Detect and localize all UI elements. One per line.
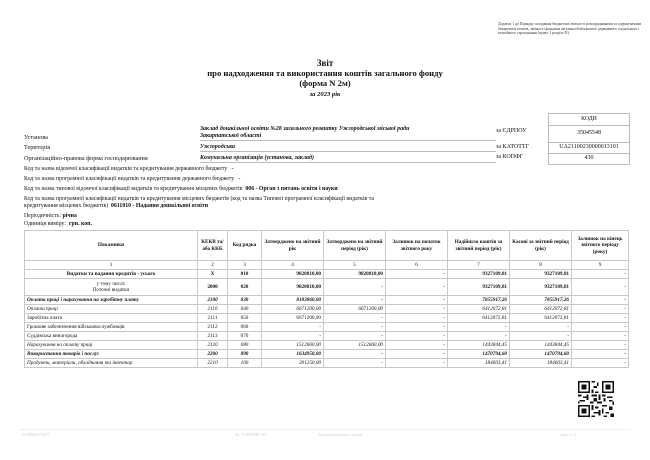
row-balance-start: - [386,359,448,368]
footer-system: АС "Є-ЗВІТНІСТЬ" [235,433,267,437]
row-kekv: 2000 [198,279,228,296]
row-name: Оплата праці [25,305,198,314]
institution-name-line2: Закарпатської області [200,133,496,141]
edrpou-label: за ЄДРПОУ [496,128,527,134]
table-row [25,305,629,314]
row-balance-end: - [572,279,629,296]
row-received: 184603,41 [448,359,510,368]
row-code: 050 [228,314,262,323]
row-approved-period: 6671200,00 [324,305,386,314]
row-name: Суддівська винагорода [25,332,198,341]
row-balance-start: - [386,270,448,279]
footer-divider [20,429,630,430]
row-approved-period: - [324,323,386,332]
row-approved-year: 6671200,00 [262,305,324,314]
row-cash: 1443844,45 [510,341,572,350]
row-received: 9327109,81 [448,279,510,296]
table-row [25,341,629,350]
row-balance-end: - [572,359,629,368]
col-header: Затверджено на звітний рік [262,231,324,261]
row-name: Заробітна плата [25,314,198,323]
row-kekv: 2110 [198,305,228,314]
col-number: 4 [262,261,324,270]
row-approved-year: 1512660,00 [262,341,324,350]
row-approved-year: - [262,332,324,341]
row-code: 020 [228,279,262,296]
col-number: 7 [448,261,510,270]
row-name [25,279,198,296]
territory-value: Ужгородська [200,144,496,152]
table-row [25,350,629,359]
table-row [25,332,629,341]
row-code: 070 [228,332,262,341]
row-cash: 9327109,81 [510,279,572,296]
dept-class-state-label: Код та назва відомчої класифікації видатків та кредитування державного бюджету [24,166,228,172]
row-kekv: 2210 [198,359,228,368]
row-approved-year: 8183860,00 [262,296,324,305]
row-balance-end: - [572,341,629,350]
col-header: Код рядка [228,231,262,261]
col-number: 1 [25,261,198,270]
row-approved-period: - [324,296,386,305]
row-approved-period: - [324,279,386,296]
row-balance-end: - [572,332,629,341]
col-number: 5 [324,261,386,270]
row-balance-start: - [386,305,448,314]
row-code: 090 [228,350,262,359]
row-balance-start: - [386,341,448,350]
row-kekv: 2113 [198,332,228,341]
row-name-prefix: у тому числі: [96,280,126,287]
row-name: Продукти, матеріали, обладнання та інвентар [25,359,198,368]
institution-name-line1: Заклад дошкільної освіти №28 загального розвитку Ужгородської міської ради [200,126,410,132]
table-row [25,314,629,323]
col-header: Показники [25,231,198,261]
row-code: 030 [228,296,262,305]
row-code: 040 [228,305,262,314]
kopfg-code: 430 [548,153,630,165]
row-received: 7855917,26 [448,296,510,305]
katottg-label: за КАТОТТГ [496,144,530,150]
row-cash: 6412072,81 [510,314,572,323]
row-code: 080 [228,341,262,350]
row-balance-end: - [572,323,629,332]
footer-page: стор. 1 з 3 [560,433,577,437]
unit-line [24,221,92,227]
org-form-value: Комунальна організація (установа, заклад) [200,155,496,163]
row-received: 9327109,81 [448,270,510,279]
col-header: КЕКВ та/або ККК [198,231,228,261]
table-row [25,296,629,305]
row-approved-period: 9820810,00 [324,270,386,279]
row-approved-year: - [262,323,324,332]
row-code: 100 [228,359,262,368]
row-received: - [448,332,510,341]
row-name: Грошове забезпечення військовослужбовців [25,323,198,332]
prog-class-state-value: - [238,176,241,182]
qr-code-icon [578,381,614,417]
row-name: Нарахування на оплату праці [25,341,198,350]
col-header: Залишок на кінець звітного періоду (року) [572,231,629,261]
row-balance-end: - [572,296,629,305]
row-approved-period: 1512660,00 [324,341,386,350]
unit-value: грн. коп. [68,221,92,227]
footer-doc-id: IS-000000175477 [22,433,50,437]
prog-class-local-line2 [24,203,208,209]
row-approved-year: 201250,00 [262,359,324,368]
row-received: 6412072,81 [448,305,510,314]
title-line2: про надходження та використання коштів загального фонду [207,68,443,78]
row-received: 6412072,81 [448,314,510,323]
row-cash: 184603,41 [510,359,572,368]
prog-class-state-line [24,176,240,182]
row-received: 1470794,60 [448,350,510,359]
col-number: 8 [510,261,572,270]
report-table [24,230,629,368]
annex-note: Додаток 1 до Порядку складання бюджетної звітності розпорядниками та одержувачами бюджетних коштів, звітності фондами загальнообов'язкового державного соціального і пенсійного страхування (пункт 1 розділу II) [498,22,642,36]
prog-class-local-label: кредитування місцевих бюджетів) [24,203,109,209]
column-number-row [25,261,629,270]
row-cash: - [510,323,572,332]
row-name: Використання товарів і послуг [25,350,198,359]
row-approved-period: - [324,314,386,323]
typical-class-local-label: Код та назва типової відомчої класифікації видатків та кредитування місцевих бюджетів [24,186,243,192]
title-line3: (форма N 2м) [299,78,351,88]
row-approved-year: 1634950,00 [262,350,324,359]
row-cash: 9327109,81 [510,270,572,279]
row-name: Видатки та надання кредитів - усього [25,270,198,279]
col-header: Касові за звітний період (рік) [510,231,572,261]
row-balance-start: - [386,279,448,296]
prog-class-state-label: Код та назва програмної класифікації видатків та кредитування державного бюджету [24,176,235,182]
typical-class-local-line [24,186,338,192]
row-kekv: 2120 [198,341,228,350]
row-balance-start: - [386,323,448,332]
katottg-code: UA21100230000013101 [548,142,630,154]
row-balance-start: - [386,296,448,305]
row-code: 010 [228,270,262,279]
institution-label: Установа [24,134,48,141]
row-name-main: Поточні видатки [92,287,130,293]
row-cash: 1470794,60 [510,350,572,359]
dept-class-state-line [24,166,234,172]
row-balance-end: - [572,270,629,279]
row-balance-start: - [386,314,448,323]
col-header: Залишок на початок звітного року [386,231,448,261]
org-form-label: Організаційно-правова форма господарювання [24,155,148,162]
periodicity-line [24,213,77,219]
col-number: 6 [386,261,448,270]
row-cash: 6412072,81 [510,305,572,314]
row-kekv: X [198,270,228,279]
kopfg-label: за КОПФГ [496,154,524,160]
col-number: 3 [228,261,262,270]
row-cash: 7855917,26 [510,296,572,305]
row-cash: - [510,332,572,341]
col-header: Затверджено на звітний період (рік) [324,231,386,261]
periodicity-value: річна [62,213,77,219]
dept-class-state-value: - [231,166,234,172]
table-header-row [25,231,629,261]
row-balance-start: - [386,332,448,341]
row-balance-end: - [572,314,629,323]
report-title [150,58,500,100]
row-kekv: 2111 [198,314,228,323]
unit-label: Одиниця виміру: [24,221,66,227]
row-approved-period: - [324,359,386,368]
row-kekv: 2200 [198,350,228,359]
row-balance-end: - [572,350,629,359]
row-balance-start: - [386,350,448,359]
table-row [25,270,629,279]
col-number: 2 [198,261,228,270]
row-balance-end: - [572,305,629,314]
row-kekv: 2112 [198,323,228,332]
title-line1: Звіт [316,58,334,68]
row-approved-period: - [324,332,386,341]
prog-class-local-line1: Код та назва програмної класифікації видатків та кредитування місцевих бюджетів (код та назва Типової програмної класифікації видатків та [24,196,374,202]
table-row [25,279,629,296]
prog-class-local-value: 0611010 - Надання дошкільної освіти [111,203,209,209]
row-approved-period: - [324,350,386,359]
table-row [25,323,629,332]
codes-header: КОДИ [548,113,630,126]
row-code: 060 [228,323,262,332]
col-number: 9 [572,261,629,270]
row-received: - [448,323,510,332]
footer-note: Звіт підготовлено в системі [318,433,363,437]
territory-label: Територія [24,144,51,151]
col-header: Надійшло коштів за звітний період (рік) [448,231,510,261]
row-name: Оплата праці і нарахування на заробітну плату [25,296,198,305]
edrpou-code: 35045548 [548,125,630,143]
periodicity-label: Періодичність: [24,213,62,219]
row-approved-year: 9820810,00 [262,279,324,296]
report-period: за 2023 рік [309,91,341,98]
row-received: 1443844,45 [448,341,510,350]
typical-class-local-value: 006 - Орган з питань освіти і науки [245,186,338,192]
row-approved-year: 6671200,00 [262,314,324,323]
row-approved-year: 9820810,00 [262,270,324,279]
table-row [25,359,629,368]
row-kekv: 2100 [198,296,228,305]
